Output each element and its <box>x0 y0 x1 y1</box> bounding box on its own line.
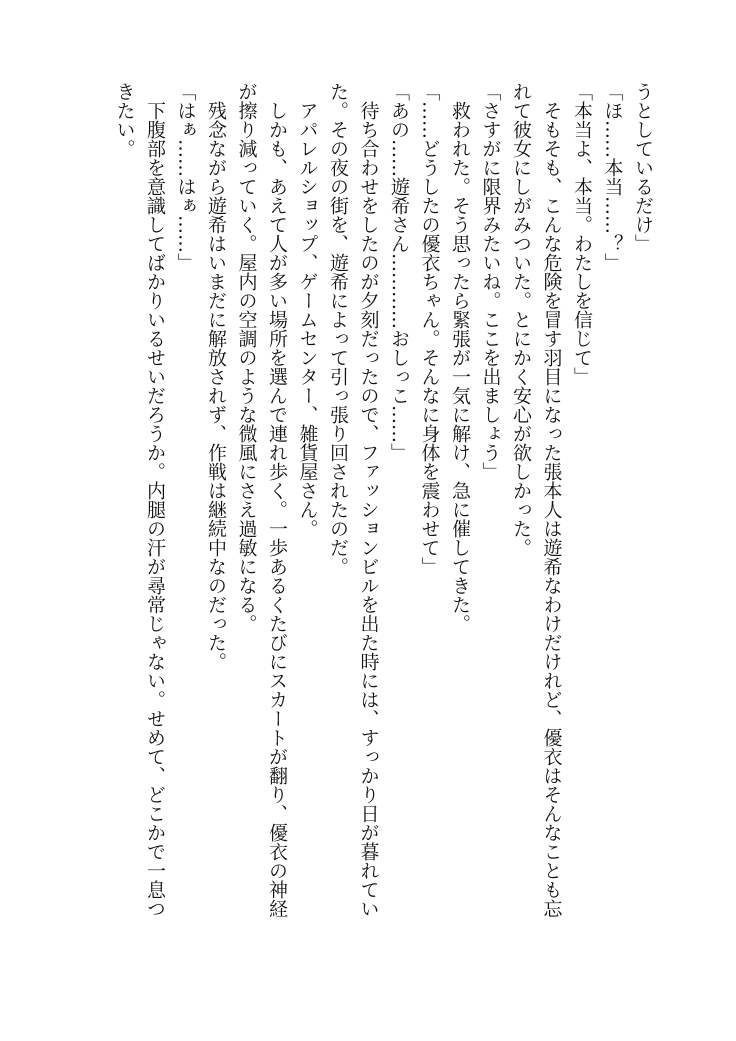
text-line-15: 残念ながら遊希はいまだに解放されず、作戦は継続中なのだった。 <box>205 82 227 671</box>
text-line-1: うとしているだけ」 <box>632 82 654 253</box>
text-line-4: そもそも、こんな危険を冒す羽目になった張本人は遊希なわけだけれど、優衣はそんなことも忘 <box>540 82 563 918</box>
text-line-11: た。その夜の街を、遊希によって引っ張り回されたのだ。 <box>327 82 349 576</box>
vertical-text-body <box>109 82 658 982</box>
text-line-17: 下腹部を意識してばかりいるせいだろうか。内腿の汗が尋常じゃない。せめて、どこかで一息つ <box>144 82 166 918</box>
text-line-14: が擦り減っていく。屋内の空調のような微風にさえ過敏になる。 <box>235 82 258 633</box>
text-line-16: 「はぁ……はぁ……」 <box>174 82 197 272</box>
text-line-9: 「あの……遊希さん…………おしっこ……」 <box>388 82 410 462</box>
text-line-18: きたい。 <box>113 82 136 158</box>
text-line-12: アパレルショップ、ゲームセンター、雑貨屋さん。 <box>296 82 319 538</box>
text-line-3: 「本当よ、本当。わたしを信じて」 <box>571 82 593 386</box>
text-line-5: れて彼女にしがみついた。とにかく安心が欲しかった。 <box>510 82 532 557</box>
text-line-6: 「さすがに限界みたいね。ここを出ましょう」 <box>479 82 502 481</box>
text-line-2: 「ほ……本当……？」 <box>601 82 624 272</box>
text-line-10: 待ち合わせをしたのが夕刻だったので、ファッションビルを出た時には、すっかり日が暮れてい <box>357 82 380 918</box>
text-line-13: しかも、あえて人が多い場所を選んで連れ歩く。一歩あるくたびにスカートが翻り、優衣の神経 <box>266 82 288 918</box>
text-line-7: 救われた。そう思ったら緊張が一気に解け、急に催してきた。 <box>449 82 471 633</box>
text-line-8: 「……どうしたの優衣ちゃん。そんなに身体を震わせて」 <box>418 82 441 576</box>
